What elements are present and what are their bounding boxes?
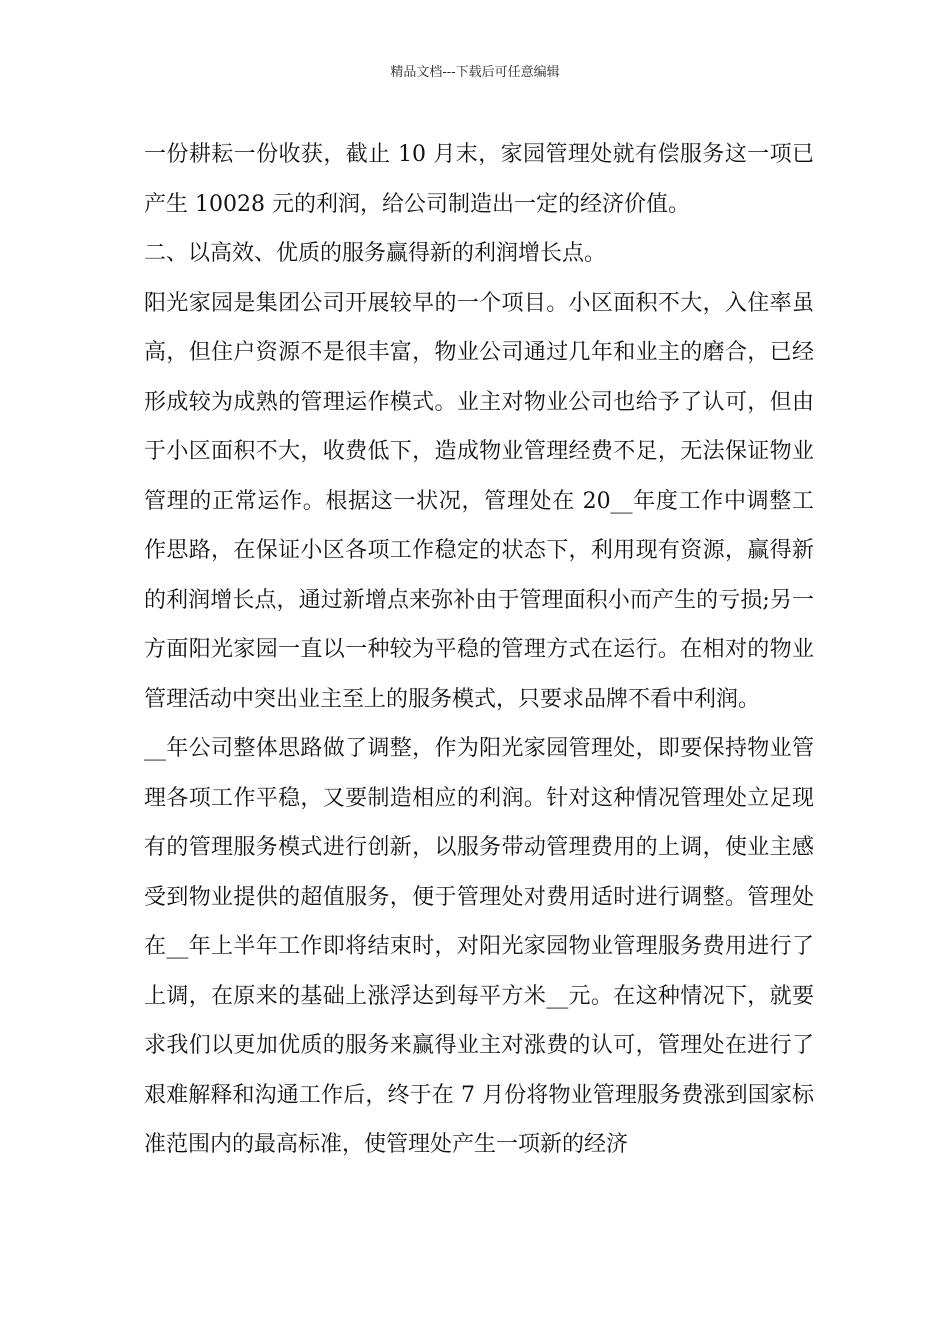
- section-heading-2: 二、以高效、优质的服务赢得新的利润增长点。: [144, 241, 607, 266]
- paragraph-sunshine-home: 阳光家园是集团公司开展较早的一个项目。小区面积不大，入住率虽高，但住户资源不是很丰富，物业公司通过几年和业主的磨合，已经形成较为成熟的管理运作模式。业主对物业公司也给予了认可，但由于小区面积不大，收费低下，造成物业管理经费不足，无法保证物业管理的正常运作。根据这一状况，管理处在 20__年度工作中调整工作思路，在保证小区各项工作稳定的状态下，利用现有资源，赢得新的利润增长点，通过新增点来弥补由于管理面积小而产生的亏损;另一方面阳光家园一直以一种较为平稳的管理方式在运行。在相对的物业管理活动中突出业主至上的服务模式，只要求品牌不看中利润。: [144, 290, 814, 712]
- paragraph-harvest: 一份耕耘一份收获，截止 10 月末，家园管理处就有偿服务这一项已产生 10028 元的利润，给公司制造出一定的经济价值。: [144, 142, 814, 217]
- page-header: 精品文档---下载后可任意编辑: [390, 65, 560, 80]
- document-body: [144, 130, 814, 1170]
- paragraph-company-adjustment: __年公司整体思路做了调整，作为阳光家园管理处，即要保持物业管理各项工作平稳，又要制造相应的利润。针对这种情况管理处立足现有的管理服务模式进行创新，以服务带动管理费用的上调，使业主感受到物业提供的超值服务，便于管理处对费用适时进行调整。管理处在__年上半年工作即将结束时，对阳光家园物业管理服务费用进行了上调，在原来的基础上涨浮达到每平方米__元。在这种情况下，就要求我们以更加优质的服务来赢得业主对涨费的认可，管理处在进行了艰难解释和沟通工作后，终于在 7 月份将物业管理服务费涨到国家标准范围内的最高标准，使管理处产生一项新的经济: [144, 736, 814, 1157]
